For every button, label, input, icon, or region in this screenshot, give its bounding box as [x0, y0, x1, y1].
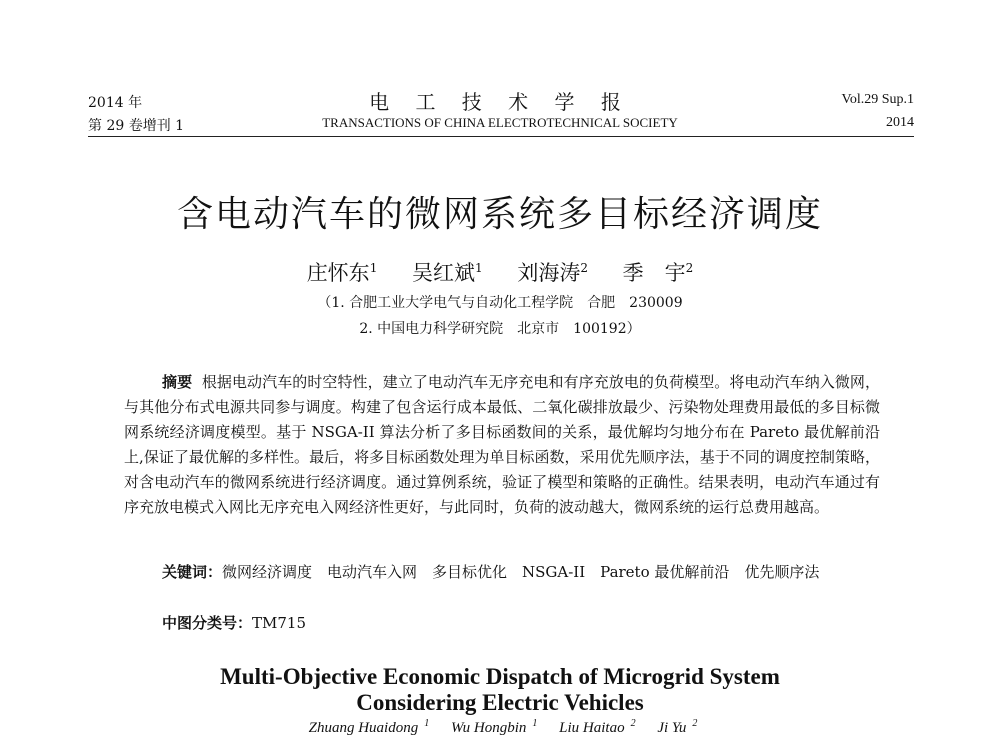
author-en: Wu Hongbin $^1$ [450, 718, 538, 736]
header-year: 2014 年 [88, 95, 143, 111]
keywords [124, 560, 880, 585]
author-cn: 季 宇$^2$ [622, 261, 694, 285]
classification-label: 中图分类号： [162, 614, 253, 632]
author-en: Liu Haitao $^2$ [559, 718, 636, 736]
paper-title-cn: 含电动汽车的微网系统多目标经济调度 [176, 194, 823, 235]
paper-title-en-line-2: Considering Electric Vehicles [356, 690, 644, 715]
affiliation-1: （1. 合肥工业大学电气与自动化工程学院 合肥 230009 [317, 295, 683, 311]
author-cn: 庄怀东$^1$ [306, 261, 378, 285]
journal-title-en: TRANSACTIONS OF CHINA ELECTROTECHNICAL SOCIETY [322, 115, 678, 130]
authors-cn [0, 257, 1000, 287]
keywords-label: 关键词： [162, 563, 223, 581]
header-year-right: 2014 [886, 115, 914, 130]
author-en: Ji Yu $^2$ [657, 718, 698, 736]
header-issue: 第 29 卷增刊 1 [88, 118, 185, 134]
author-cn: 刘海涛$^2$ [517, 261, 588, 285]
journal-title-cn: 电 工 技 术 学 报 [369, 90, 631, 114]
abstract-text: 根据电动汽车的时空特性，建立了电动汽车无序充电和有序充放电的负荷模型。将电动汽车纳入微网，与其他分布式电源共同参与调度。构建了包含运行成本最低、二氧化碳排放最少、污染物处理费用最低的多目标微网系统经济调度模型。基于 NSGA-II 算法分析了多目标函数间的关系，最优解均匀地分布在 Pareto 最优解前沿上,保证了最优解的多样性。最后，将多目标函数处理为单目标函数，采用优先顺序法，基于不同的调度控制策略，对含电动汽车的微网系统进行经济调度。通过算例系统，验证了模型和策略的正确性。结果表明，电动汽车通过有序充放电模式入网比无序充电入网经济性更好，与此同时，负荷的波动越大，微网系统的运行总费用越高。 [124, 373, 880, 516]
header-rule [88, 136, 914, 137]
paper-title-en-line-1: Multi-Objective Economic Dispatch of Microgrid System [220, 664, 780, 689]
classification [162, 612, 306, 633]
author-en: Zhuang Huaidong $^1$ [308, 718, 430, 736]
classification-value: TM715 [252, 614, 307, 632]
abstract-label: 摘要 [162, 373, 193, 391]
affiliation-2: 2. 中国电力科学研究院 北京市 100192） [359, 321, 641, 337]
abstract [124, 370, 880, 520]
keywords-text: 微网经济调度 电动汽车入网 多目标优化 NSGA-II Pareto 最优解前沿 优先顺序法 [222, 563, 820, 581]
authors-en [0, 718, 1000, 737]
header-volume: Vol.29 Sup.1 [841, 92, 914, 107]
author-cn: 吴红斌$^1$ [412, 261, 483, 285]
